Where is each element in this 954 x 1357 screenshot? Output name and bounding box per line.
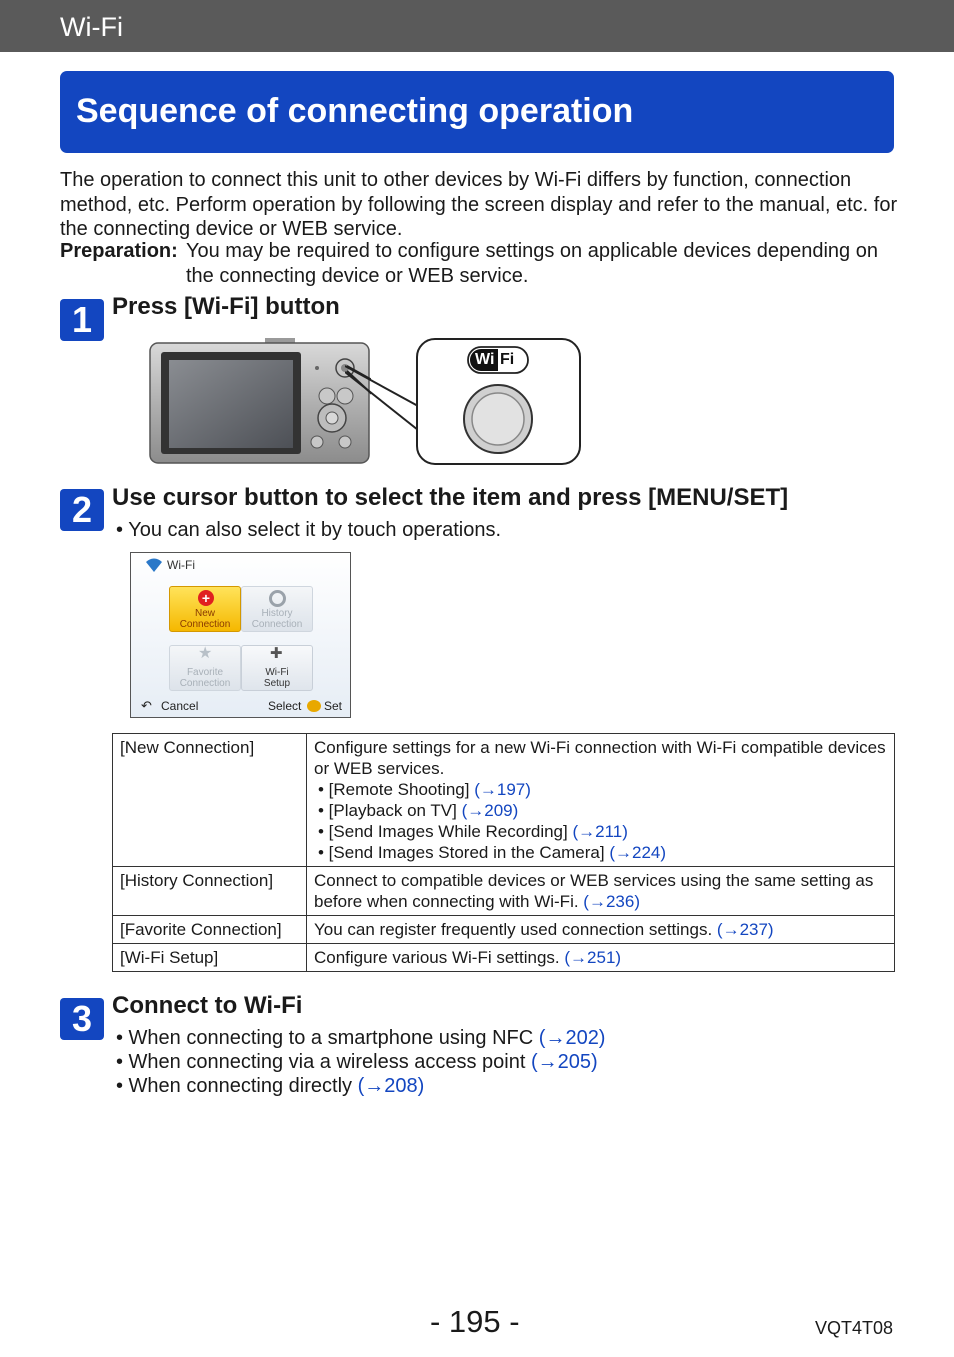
document-code: VQT4T08 xyxy=(815,1318,894,1338)
step-1-badge: 1 xyxy=(60,299,104,341)
select-label: Select xyxy=(268,699,302,713)
wifi-signal-icon xyxy=(145,557,163,573)
preparation-text: You may be required to configure settings on applicable devices depending on the connecting device or WEB service. xyxy=(186,240,878,287)
wifi-label-wi: Wi xyxy=(475,351,495,368)
wifi-button-illustration xyxy=(416,338,581,465)
title-banner xyxy=(60,71,894,153)
menu-screen-header: Wi-Fi xyxy=(167,558,195,572)
page-title: Sequence of connecting operation xyxy=(76,92,634,130)
list-item: • [Send Images While Recording] (→211) xyxy=(318,822,628,841)
intro-paragraph: The operation to connect this unit to other devices by Wi-Fi differs by function, connection method, etc. Perform operation by following the screen display and refer to the manual, etc. for the connecting device or WEB service. xyxy=(60,169,898,240)
menu-items-table xyxy=(112,733,895,972)
tile-wifi-setup[interactable]: ✚ Wi-Fi Setup xyxy=(241,645,313,691)
step-2-badge: 2 xyxy=(60,489,104,531)
step-3-title: Connect to Wi-Fi xyxy=(112,992,303,1019)
table-cell-desc: You can register frequently used connection settings. (→237) xyxy=(307,916,895,944)
page-ref-link[interactable]: (→202) xyxy=(538,1027,606,1049)
tile-favorite-connection[interactable]: ★ Favorite Connection xyxy=(169,645,241,691)
table-cell-desc: Connect to compatible devices or WEB services using the same setting as before when connecting with Wi-Fi. (→236) xyxy=(307,867,895,916)
table-cell-name: [History Connection] xyxy=(113,867,307,916)
table-cell-name: [Wi-Fi Setup] xyxy=(113,944,307,972)
section-header-bar xyxy=(0,0,954,52)
menu-screen-bottom-bar xyxy=(131,695,350,717)
cursor-pad-icon xyxy=(307,700,321,712)
page-ref-link[interactable]: (→205) xyxy=(530,1051,598,1073)
page-ref-link[interactable]: (→236) xyxy=(583,892,640,911)
wrench-icon: ✚ xyxy=(270,645,283,662)
preparation-label: Preparation: xyxy=(60,240,178,262)
star-icon: ★ xyxy=(198,645,213,662)
wifi-button-closeup xyxy=(416,338,581,465)
plus-icon: + xyxy=(198,590,214,606)
list-item: • [Remote Shooting] (→197) xyxy=(318,780,531,799)
table-row xyxy=(113,867,895,916)
page-ref-link[interactable]: (→224) xyxy=(609,843,667,862)
page-ref-link[interactable]: (→251) xyxy=(564,948,622,967)
page-ref-link[interactable]: (→197) xyxy=(474,780,531,799)
table-cell-name: [Favorite Connection] xyxy=(113,916,307,944)
page-number: - 195 - xyxy=(430,1304,520,1339)
list-item: • When connecting to a smartphone using NFC (→202) xyxy=(116,1027,606,1049)
step-1-title: Press [Wi-Fi] button xyxy=(112,293,340,320)
table-cell-name: [New Connection] xyxy=(113,734,307,867)
callout-lines xyxy=(345,362,420,432)
table-row xyxy=(113,944,895,972)
history-icon xyxy=(269,590,286,607)
tile-new-connection[interactable]: + New Connection xyxy=(169,586,241,632)
camera-back-illustration xyxy=(149,338,371,464)
table-cell-desc: Configure settings for a new Wi-Fi connection with Wi-Fi compatible devices or WEB services. • [Remote Shooting] (→197) • [Playback on TV] (→209) • [Send Images While Recording] (→211) • [Send Images Stored in the Camera] (→224) xyxy=(307,734,895,867)
page-ref-link[interactable]: (→209) xyxy=(461,801,519,820)
back-arrow-icon: ↶ xyxy=(141,698,152,713)
step-2-note: • You can also select it by touch operations. xyxy=(116,519,502,541)
wifi-label-fi: Fi xyxy=(500,351,515,368)
table-cell-desc: Configure various Wi-Fi settings. (→251) xyxy=(307,944,895,972)
page-ref-link[interactable]: (→208) xyxy=(357,1075,425,1097)
page-ref-link[interactable]: (→211) xyxy=(572,822,628,841)
wifi-menu-screen xyxy=(130,552,351,718)
step-2-title: Use cursor button to select the item and press [MENU/SET] xyxy=(112,484,789,511)
list-item: • [Playback on TV] (→209) xyxy=(318,801,519,820)
tile-history-connection[interactable]: History Connection xyxy=(241,586,313,632)
list-item: • When connecting directly (→208) xyxy=(116,1075,425,1097)
list-item: • When connecting via a wireless access point (→205) xyxy=(116,1051,598,1073)
table-row xyxy=(113,916,895,944)
table-row xyxy=(113,734,895,867)
cancel-label: Cancel xyxy=(161,699,199,713)
set-label: Set xyxy=(324,699,343,713)
step-3-badge: 3 xyxy=(60,998,104,1040)
section-title: Wi-Fi xyxy=(60,12,123,42)
list-item: • [Send Images Stored in the Camera] (→224) xyxy=(318,843,667,862)
page-ref-link[interactable]: (→237) xyxy=(716,920,774,939)
